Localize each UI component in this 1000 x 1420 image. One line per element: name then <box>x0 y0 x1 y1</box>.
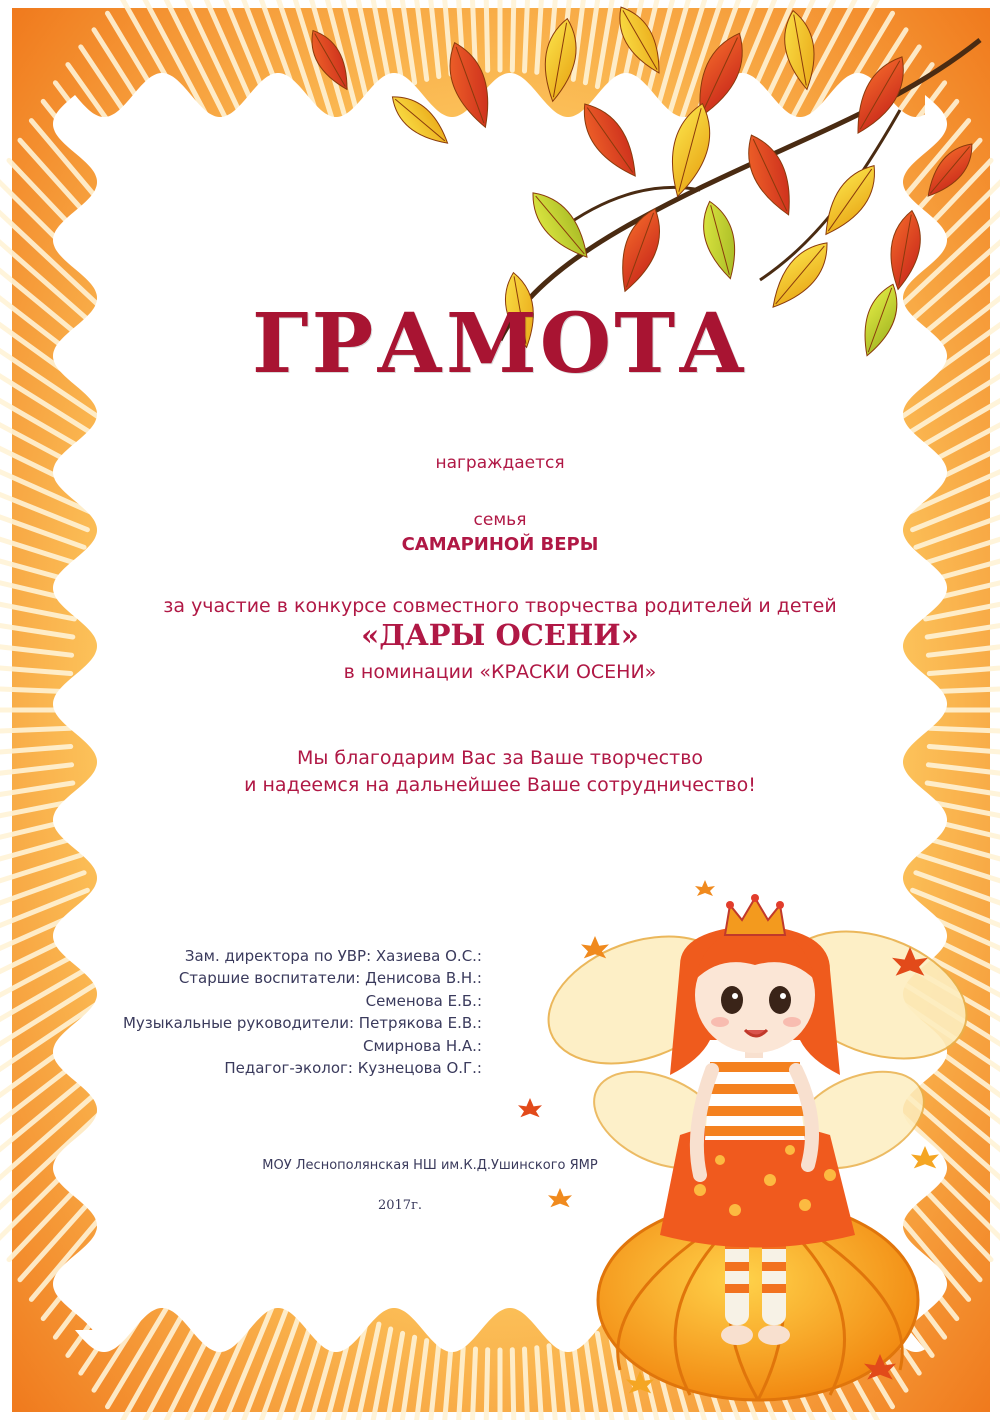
staff-list <box>40 945 482 1079</box>
recipient-label: семья <box>473 510 527 530</box>
certificate-year: 2017г. <box>377 1198 423 1213</box>
staff-line: Старшие воспитатели: Денисова В.Н.: <box>178 969 482 988</box>
contest-name: «ДАРЫ ОСЕНИ» <box>361 618 639 652</box>
staff-line: Семенова Е.Б.: <box>365 991 482 1010</box>
staff-line: Зам. директора по УВР: Хазиева О.С.: <box>184 947 482 965</box>
thanks-line: Мы благодарим Вас за Ваше творчество <box>296 747 704 769</box>
award-reason: за участие в конкурсе совместного творчества родителей и детей <box>163 595 837 617</box>
awarded-text: награждается <box>435 453 565 473</box>
nomination: в номинации «КРАСКИ ОСЕНИ» <box>343 661 657 683</box>
thanks-line: и надеемся на дальнейшее Ваше сотрудничество! <box>244 774 756 796</box>
certificate-title: ГРАМОТА <box>251 296 749 392</box>
recipient-name: САМАРИНОЙ ВЕРЫ <box>401 534 599 555</box>
staff-line: Музыкальные руководители: Петрякова Е.В.: <box>122 1014 482 1033</box>
staff-line: Педагог-эколог: Кузнецова О.Г.: <box>224 1059 482 1078</box>
staff-line: Смирнова Н.А.: <box>363 1036 482 1055</box>
organization-name: МОУ Леснополянская НШ им.К.Д.Ушинского ЯМР <box>262 1158 598 1173</box>
